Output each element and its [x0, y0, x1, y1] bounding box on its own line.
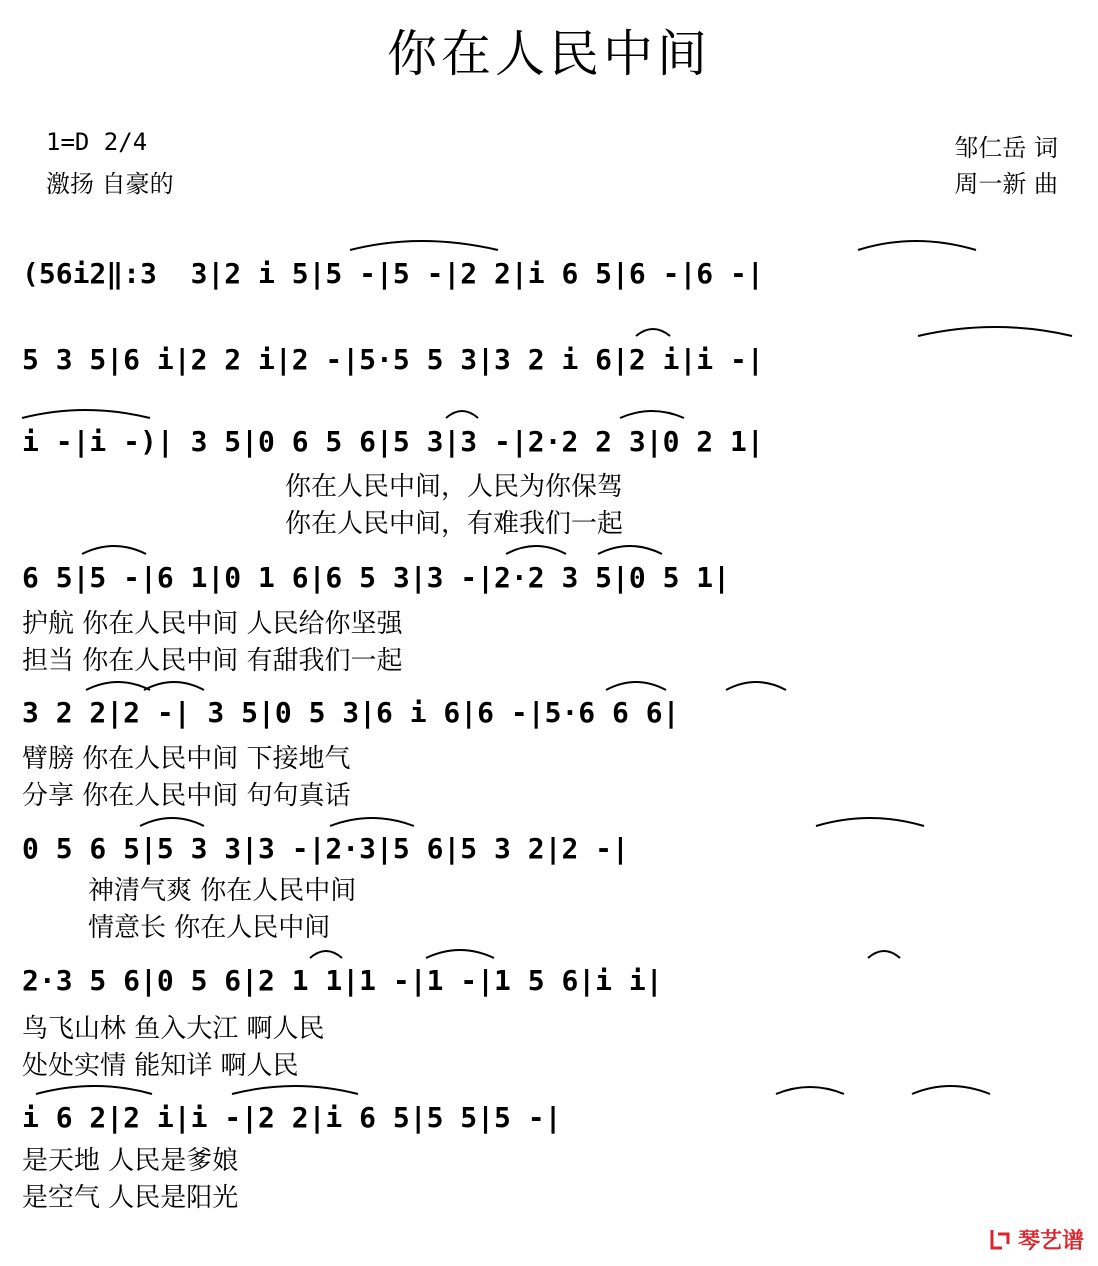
qinyipu-logo-icon	[988, 1226, 1014, 1252]
lyrics-line-7-verse-1: 鸟飞山林 鱼入大江 啊人民	[22, 1014, 325, 1044]
slur-arc	[912, 1086, 990, 1094]
key-signature: 1=D 2/4	[46, 128, 148, 156]
page-title: 你在人民中间	[387, 25, 711, 83]
slur-arc	[426, 950, 494, 958]
slur-arc	[144, 682, 204, 690]
slur-arc	[620, 411, 684, 418]
lyrics-line-8-verse-2: 是空气 人民是阳光	[22, 1183, 239, 1213]
lyrics-line-5-verse-2: 分享 你在人民中间 句句真话	[22, 781, 351, 811]
lyrics-line-3-verse-2: 你在人民中间，有难我们一起	[285, 509, 624, 539]
slur-arc	[310, 951, 342, 958]
notation-line-7: 2·3 5 6|0 5 6|2 1 1|1 -|1 -|1 5 6|i i|	[22, 964, 663, 997]
slur-arc	[726, 682, 786, 690]
slur-arc	[816, 818, 924, 826]
slur-arc	[606, 682, 666, 690]
slur-arc	[232, 1086, 358, 1094]
slur-arc	[506, 546, 566, 554]
logo-text: 琴艺谱	[1017, 1228, 1084, 1254]
lyrics-line-4-verse-2: 担当 你在人民中间 有甜我们一起	[22, 646, 403, 676]
tempo-marking: 激扬 自豪的	[46, 170, 174, 198]
slur-arc	[86, 682, 150, 690]
notation-line-3: i -|i -)| 3 5|0 6 5 6|5 3|3 -|2·2 2 3|0 2 1|	[22, 425, 764, 458]
lyrics-line-3-verse-1: 你在人民中间，人民为你保驾	[285, 472, 624, 502]
slur-arc	[36, 1086, 152, 1094]
slur-arc	[776, 1087, 844, 1094]
slur-arc	[868, 951, 900, 958]
site-logo	[988, 1224, 1084, 1254]
lyrics-line-5-verse-1: 臂膀 你在人民中间 下接地气	[22, 744, 351, 774]
slur-arc	[350, 241, 498, 250]
lyrics-line-7-verse-2: 处处实情 能知详 啊人民	[22, 1051, 299, 1081]
slur-arc	[330, 818, 414, 826]
notation-line-8: i 6 2|2 i|i -|2 2|i 6 5|5 5|5 -|	[22, 1101, 562, 1134]
lyrics-line-6-verse-1: 神清气爽 你在人民中间	[88, 876, 357, 906]
slur-arc	[918, 327, 1072, 336]
notation-line-4: 6 5|5 -|6 1|0 1 6|6 5 3|3 -|2·2 3 5|0 5 1|	[22, 561, 731, 594]
slur-arc	[140, 818, 204, 826]
lyrics-line-6-verse-2: 情意长 你在人民中间	[88, 913, 331, 943]
slur-arc	[858, 241, 976, 250]
notation-line-5: 3 2 2|2 -| 3 5|0 5 3|6 i 6|6 -|5·6 6 6|	[22, 696, 680, 729]
slur-arc	[598, 546, 662, 554]
slur-arc	[82, 546, 146, 554]
notation-line-6: 0 5 6 5|5 3 3|3 -|2·3|5 6|5 3 2|2 -|	[22, 832, 629, 865]
lyricist-credit: 邹仁岳 词	[954, 134, 1058, 162]
lyrics-line-4-verse-1: 护航 你在人民中间 人民给你坚强	[22, 609, 403, 639]
notation-line-1: (56i2‖:3 3|2 i 5|5 -|5 -|2 2|i 6 5|6 -|6 -|	[22, 257, 764, 290]
slur-arc	[636, 329, 670, 336]
slur-arc	[446, 411, 478, 418]
slur-arc	[22, 410, 150, 418]
lyrics-line-8-verse-1: 是天地 人民是爹娘	[22, 1146, 239, 1176]
notation-line-2: 5 3 5|6 i|2 2 i|2 -|5·5 5 3|3 2 i 6|2 i|i -|	[22, 343, 764, 376]
composer-credit: 周一新 曲	[954, 170, 1058, 198]
